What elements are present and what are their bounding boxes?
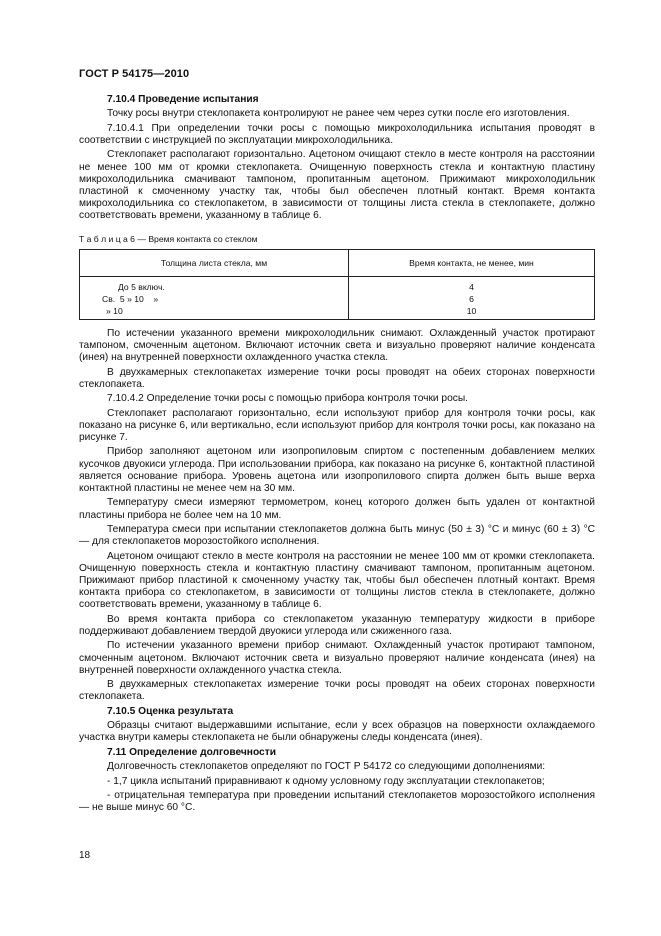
cell-thickness (80, 293, 349, 305)
paragraph: 7.10.4.2 Определение точки росы с помощью прибора контроля точки росы. (107, 393, 469, 405)
body-text (79, 94, 595, 817)
cell-time: 10 (349, 305, 595, 320)
paragraph: Температура смеси при испытании стеклопакетов должна быть минус (50 ± 3) °С и минус (60 ± 3) °С — для стеклопакетов морозостойкого исполнения. (79, 523, 595, 548)
paragraph: Температуру смеси измеряют термометром, конец которого должен быть удален от контактной пластины прибора не более чем на 10 мм. (79, 497, 595, 521)
cell-thickness-text: Св. 5 » 10 » (102, 293, 159, 304)
page-number: 18 (79, 850, 91, 861)
table-row (80, 293, 595, 305)
list-item: - отрицательная температура при проведении испытаний стеклопакетов морозостойкого исполнения — не выше минус 60 °С. (79, 789, 595, 814)
cell-time: 4 (349, 276, 595, 293)
table-caption: Т а б л и ц а 6 — Время контакта со стеклом (79, 233, 258, 244)
paragraph: По истечении указанного времени прибор снимают. Охлажденный участок протирают тампоном, смоченным ацетоном. Включают источник света и визуально проверяют наличие конденсата (инея) на внутренней поверхности охлажденного участка стекла. (79, 640, 595, 676)
list-item: - 1,7 цикла испытаний приравнивают к одному условному году эксплуатации стеклопакетов; (107, 775, 545, 787)
paragraph: По истечении указанного времени микрохолодильник снимают. Охлажденный участок протирают тампоном, смоченным ацетоном. Включают источник света и визуально проверяют наличие конденсата (инея) на внутренней поверхности охлажденного участка стекла. (79, 327, 595, 364)
paragraph: В двухкамерных стеклопакетах измерение точки росы проводят на обеих сторонах поверхности стеклопакета. (79, 366, 595, 390)
paragraph: Точку росы внутри стеклопакета контролируют не ранее чем через сутки после его изготовления. (107, 108, 570, 120)
contact-time-table (79, 249, 595, 320)
paragraph: Долговечность стеклопакетов определяют по ГОСТ Р 54172 со следующими дополнениями: (107, 761, 546, 773)
cell-thickness (80, 305, 349, 320)
paragraph: Образцы считают выдержавшими испытание, если у всех образцов на поверхности охлаждаемого участка внутри камеры стеклопакета не были обнаружены следы конденсата (инея). (79, 720, 595, 744)
paragraph: Во время контакта прибора со стеклопакетом указанную температуру жидкости в приборе поддерживают добавлением твердой двуокиси углерода или сжиженного газа. (79, 613, 595, 637)
cell-time: 6 (349, 293, 595, 305)
paragraph: Ацетоном очищают стекло в месте контроля на расстоянии не менее 100 мм от кромки стеклопакета. Очищенную поверхность стекла и контактную пластину смачивают тампоном, пропитанным ацетоном. Прижимают прибор пластиной к смоченному участку так, чтобы был обеспечен плотный контакт. Время контакта прибора со стеклопакетом, в зависимости от толщины листов стекла в стеклопакете, должно соответствовать времени, указанному в таблице 6. (79, 550, 595, 611)
cell-thickness-text: До 5 включ. (118, 281, 165, 292)
table-row (80, 305, 595, 320)
cell-thickness (80, 276, 349, 293)
heading-7-10-5: 7.10.5 Оценка результата (107, 705, 234, 717)
header-thickness: Толщина листа стекла, мм (80, 249, 349, 276)
document-header: ГОСТ Р 54175—2010 (79, 68, 190, 80)
table-header-row (80, 249, 595, 276)
header-contact-time: Время контакта, не менее, мин (349, 249, 595, 276)
heading-7-11: 7.11 Определение долговечности (107, 746, 276, 758)
paragraph: 7.10.4.1 При определении точки росы с помощью микрохолодильника испытания проводят в соответствии с инструкцией по эксплуатации микрохолодильника. (79, 122, 595, 146)
paragraph: Прибор заполняют ацетоном или изопропиловым спиртом с постепенным добавлением мелких кусочков двуокиси углерода. При использовании прибора, как показано на рисунке 6, контактной пластиной является основание прибора. Уровень ацетона или изопропилового спирта должен быть выше верха контактной пластины не менее чем на 30 мм. (79, 446, 595, 494)
paragraph: В двухкамерных стеклопакетах измерение точки росы проводят на обеих сторонах поверхности стеклопакета. (79, 679, 595, 703)
table-row (80, 276, 595, 293)
heading-7-10-4: 7.10.4 Проведение испытания (107, 94, 259, 105)
cell-thickness-text: » 10 (106, 305, 123, 316)
paragraph: Стеклопакет располагают горизонтально, если используют прибор для контроля точки росы, как показано на рисунке 6, или вертикально, если используют прибор для контроля точки росы, как показано на рисунке 7. (79, 407, 595, 443)
paragraph: Стеклопакет располагают горизонтально. Ацетоном очищают стекло в месте контроля на расстоянии не менее 100 мм от кромки стеклопакета. Очищенную поверхность стекла и контактную пластину микрохолодильника смачивают тампоном, пропитанным ацетоном. Прижимают микрохолодильник пластиной к смоченному участку так, чтобы был обеспечен плотный контакт. Время контакта микрохолодильника со стеклопакетом, в зависимости от толщины листа стекла в стеклопакете, должно соответствовать времени, указанному в таблице 6. (79, 149, 595, 222)
